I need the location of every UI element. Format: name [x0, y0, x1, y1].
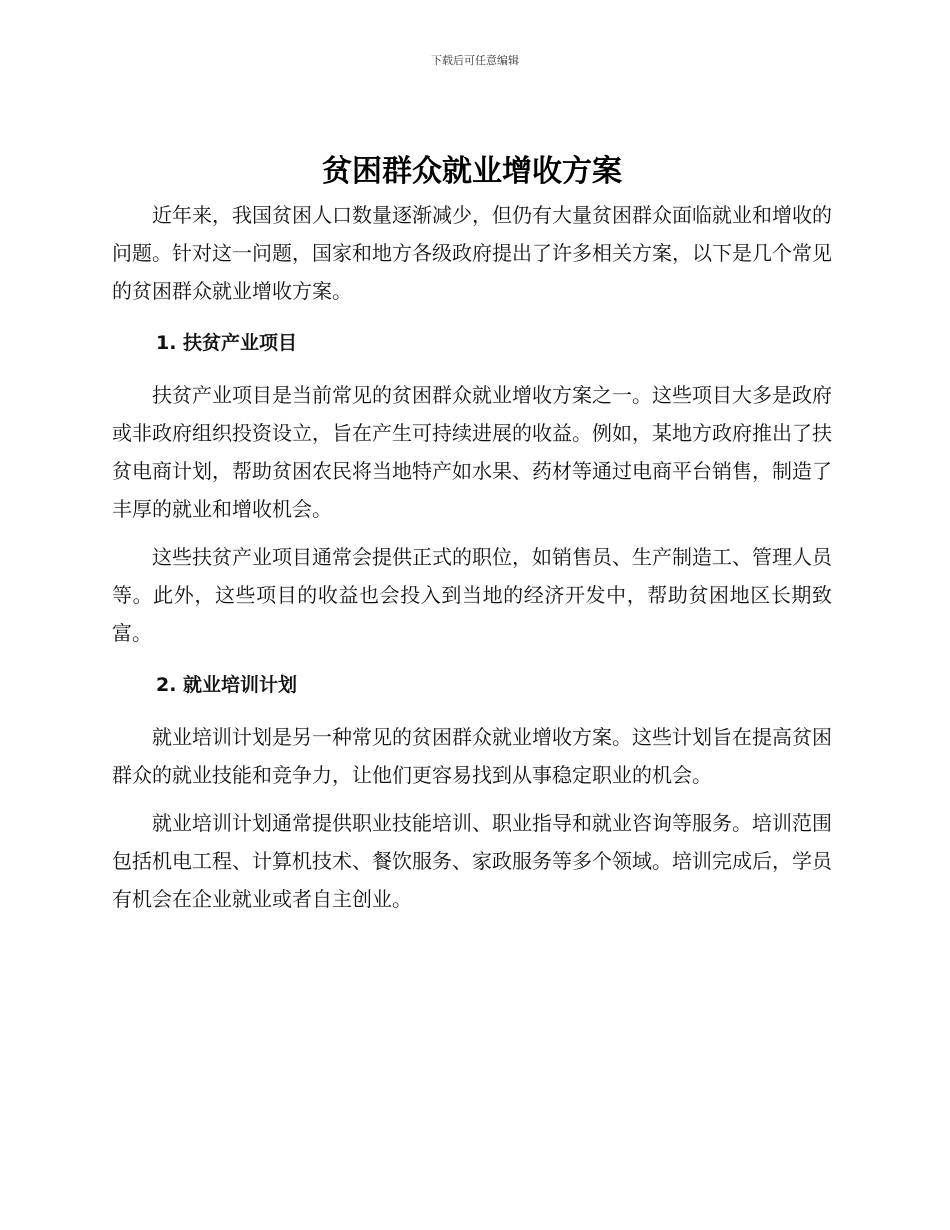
- document-body: [112, 148, 832, 918]
- intro-paragraph: 近年来，我国贫困人口数量逐渐减少，但仍有大量贫困群众面临就业和增收的问题。针对这一问题，国家和地方各级政府提出了许多相关方案，以下是几个常见的贫困群众就业增收方案。: [112, 203, 832, 303]
- section-paragraph: 这些扶贫产业项目通常会提供正式的职位，如销售员、生产制造工、管理人员等。此外，这些项目的收益也会投入到当地的经济开发中，帮助贫困地区长期致富。: [112, 545, 832, 645]
- section-paragraph: 扶贫产业项目是当前常见的贫困群众就业增收方案之一。这些项目大多是政府或非政府组织投资设立，旨在产生可持续进展的收益。例如，某地方政府推出了扶贫电商计划，帮助贫困农民将当地特产如水果、药材等通过电商平台销售，制造了丰厚的就业和增收机会。: [112, 383, 832, 521]
- section-paragraph: 就业培训计划通常提供职业技能培训、职业指导和就业咨询等服务。培训范围包括机电工程、计算机技术、餐饮服务、家政服务等多个领域。培训完成后，学员有机会在企业就业或者自主创业。: [112, 811, 832, 911]
- header-note: 下载后可任意编辑: [431, 54, 519, 67]
- section-paragraph: 就业培训计划是另一种常见的贫困群众就业增收方案。这些计划旨在提高贫困群众的就业技能和竞争力，让他们更容易找到从事稳定职业的机会。: [112, 725, 832, 787]
- section-heading: 2. 就业培训计划: [156, 674, 298, 696]
- document-title: 贫困群众就业增收方案: [322, 154, 622, 189]
- section-heading: 1. 扶贫产业项目: [156, 332, 298, 354]
- section-1: [112, 324, 832, 652]
- section-2: [112, 666, 832, 918]
